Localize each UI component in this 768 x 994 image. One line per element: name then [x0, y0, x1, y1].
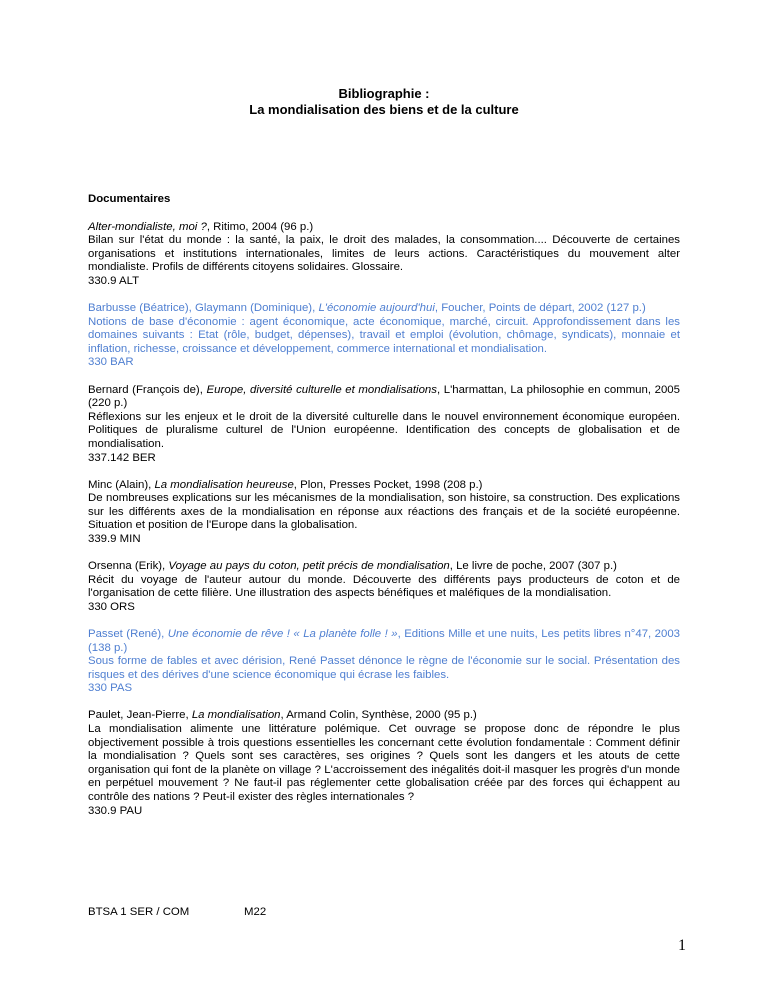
- bibliography-entry: [88, 221, 680, 289]
- bibliography-entry: [88, 709, 680, 818]
- entry-citation: [88, 628, 680, 655]
- entry-publisher: , Armand Colin, Synthèse, 2000 (95 p.): [280, 709, 477, 722]
- entry-code: 330.9 PAU: [88, 804, 143, 817]
- entry-citation: [88, 560, 680, 574]
- entry-summary: La mondialisation alimente une littérature polémique. Cet ouvrage se propose donc de répondre le plus objectivement possible à trois questions essentielles les concernant cette évolution fondamentale : Comment définir la mondialisation ? Quels sont ses caractères, ses origines ? Quels sont les dangers et les atouts de cette organisation qui font de la planète on village ? L'accroissement des inégalités doit-il masquer les progrès d'un monde en perpétuel mouvement ? Ne faut-il pas réglementer cette globalisation créée par des forces qui échappent au contrôle des nations ? Peut-il exister des règles internationales ?: [88, 723, 680, 803]
- title-line-1: Bibliographie :: [338, 86, 430, 101]
- footer-label: BTSA 1 SER / COM: [88, 906, 190, 918]
- entry-authors: Orsenna (Erik),: [88, 560, 169, 573]
- entry-publisher: , Le livre de poche, 2007 (307 p.): [449, 560, 617, 573]
- entry-citation: [88, 221, 680, 235]
- bibliography-entry: [88, 384, 680, 466]
- entry-title: Europe, diversité culturelle et mondialisations: [206, 383, 437, 396]
- entry-summary: Réflexions sur les enjeux et le droit de la diversité culturelle dans le nouvel environnement économique européen. Politiques de pluralisme culturel de l'Union européenne. Identification des concepts de globalisation et de mondialisation.: [88, 410, 680, 450]
- page-footer: [88, 905, 267, 919]
- footer-module: M22: [244, 906, 267, 918]
- entry-title: Alter-mondialiste, moi ?: [88, 220, 207, 233]
- entry-publisher: , Foucher, Points de départ, 2002 (127 p.): [434, 302, 646, 315]
- entry-title: Voyage au pays du coton, petit précis de mondialisation: [168, 560, 450, 573]
- entry-citation: [88, 302, 680, 316]
- entry-publisher: , L'harmattan, La philosophie en commun, 2005 (220 p.): [88, 383, 680, 410]
- bibliography-entry: [88, 628, 680, 696]
- section-title: Documentaires: [88, 193, 171, 205]
- page-number: 1: [678, 937, 686, 954]
- entry-title: La mondialisation: [191, 709, 281, 722]
- entry-code: 339.9 MIN: [88, 532, 141, 545]
- entry-code: 330.9 ALT: [88, 274, 140, 287]
- entry-summary: Sous forme de fables et avec dérision, René Passet dénonce le règne de l'économie sur le social. Présentation des risques et des dérives d'une science économique qui écrase les faibles.: [88, 655, 680, 681]
- document-title: [0, 86, 768, 118]
- entry-title: L'économie aujourd'hui: [318, 302, 435, 315]
- entry-authors: Minc (Alain),: [88, 478, 155, 491]
- entry-citation: [88, 479, 680, 493]
- bibliography-entry: [88, 302, 680, 370]
- entry-summary: Notions de base d'économie : agent économique, acte économique, marché, circuit. Approfondissement dans les domaines suivants : Etat (rôle, budget, dépenses), travail et emploi (évolution, chômage, syndicats), monnaie et inflation, richesse, croissance et développement, commerce international et mondialisation.: [88, 315, 680, 355]
- entry-authors: Passet (René),: [88, 627, 168, 640]
- entry-summary: Récit du voyage de l'auteur autour du monde. Découverte des différents pays producteurs de coton et de l'organisation de cette filière. Une illustration des aspects bénéfiques et maléfiques de la mondialisation.: [88, 573, 680, 600]
- entry-code: 337.142 BER: [88, 451, 156, 464]
- entry-title: La mondialisation heureuse: [154, 478, 294, 491]
- entry-publisher: , Ritimo, 2004 (96 p.): [206, 220, 314, 233]
- entry-summary: De nombreuses explications sur les mécanismes de la mondialisation, son histoire, sa construction. Des explications sur les différents axes de la mondialisation en réponse aux réactions des français et de la société européenne. Situation et position de l'Europe dans la globalisation.: [88, 492, 680, 532]
- entry-publisher: , Plon, Presses Pocket, 1998 (208 p.): [293, 478, 483, 491]
- entry-title: Une économie de rêve ! « La planète folle ! »: [167, 627, 398, 640]
- entry-code: 330 ORS: [88, 600, 135, 613]
- entry-summary: Bilan sur l'état du monde : la santé, la paix, le droit des malades, la consommation.... Découverte de certaines organisations et institutions internationales, limites de leurs actions. Caractéristiques du mouvement alter mondialiste. Profils de différents citoyens solidaires. Glossaire.: [88, 234, 680, 274]
- entry-publisher: , Editions Mille et une nuits, Les petits libres n°47, 2003 (138 p.): [88, 627, 681, 654]
- bibliography-entry: [88, 560, 680, 614]
- entry-authors: Barbusse (Béatrice), Glaymann (Dominique),: [88, 302, 319, 315]
- bibliography-content: [88, 193, 680, 832]
- entry-code: 330 PAS: [88, 682, 133, 695]
- bibliography-entry: [88, 479, 680, 547]
- entry-code: 330 BAR: [88, 356, 134, 369]
- entry-authors: Bernard (François de),: [88, 383, 207, 396]
- entry-authors: Paulet, Jean-Pierre,: [88, 709, 192, 722]
- entry-citation: [88, 709, 680, 723]
- entry-citation: [88, 384, 680, 411]
- title-line-2: La mondialisation des biens et de la culture: [249, 102, 519, 117]
